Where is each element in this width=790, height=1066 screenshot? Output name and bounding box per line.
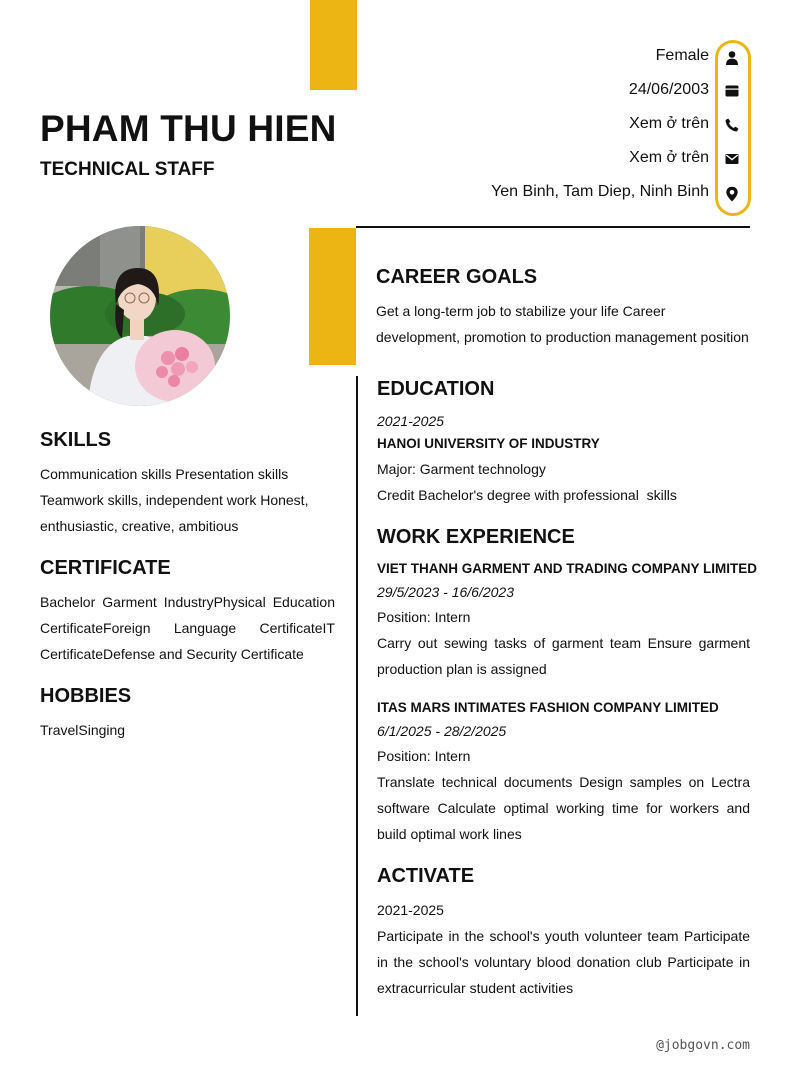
activate-heading: ACTIVATE	[377, 865, 475, 887]
work-job-1-company: VIET THANH GARMENT AND TRADING COMPANY LIMITED	[377, 561, 757, 576]
work-job-1-period: 29/5/2023 - 16/6/2023	[377, 584, 515, 600]
contact-gender: Female	[655, 47, 709, 64]
contact-email: Xem ở trên	[629, 149, 709, 166]
work-job-1-description: Carry out sewing tasks of garment team Ensure garment production plan is assigned	[377, 635, 750, 677]
skills-heading: SKILLS	[40, 429, 112, 451]
career-goals-heading: CAREER GOALS	[376, 266, 538, 288]
work-job-1-position: Position: Intern	[377, 609, 471, 625]
work-job-2-company: ITAS MARS INTIMATES FASHION COMPANY LIMITED	[377, 700, 719, 715]
skills-text: Communication skills Presentation skills Teamwork skills, independent work Honest, enthusiastic, creative, ambitious	[40, 466, 309, 534]
contact-address: Yen Binh, Tam Diep, Ninh Binh	[491, 183, 709, 200]
education-school: HANOI UNIVERSITY OF INDUSTRY	[377, 436, 600, 451]
column-divider	[356, 376, 358, 1016]
certificate-text: Bachelor Garment IndustryPhysical Education CertificateForeign Language CertificateIT CertificateDefense and Security Certificate	[40, 594, 335, 662]
education-major: Major: Garment technology	[377, 461, 546, 477]
job-title: TECHNICAL STAFF	[40, 159, 215, 180]
activate-period: 2021-2025	[377, 902, 444, 918]
accent-block-top	[310, 0, 357, 90]
education-degree: Credit Bachelor's degree with professional skills	[377, 487, 677, 503]
education-period: 2021-2025	[377, 413, 444, 429]
career-goals-text: Get a long-term job to stabilize your life Career development, promotion to production management position	[376, 303, 749, 345]
calendar-icon	[724, 83, 740, 99]
profile-photo	[50, 226, 230, 406]
accent-block-middle	[309, 228, 356, 365]
header-rule	[356, 226, 750, 228]
work-experience-heading: WORK EXPERIENCE	[377, 526, 575, 548]
work-job-2-position: Position: Intern	[377, 748, 471, 764]
certificate-heading: CERTIFICATE	[40, 557, 171, 579]
activate-text: Participate in the school's youth volunteer team Participate in the school's voluntary blood donation club Participate in extracurricular student activities	[377, 928, 750, 996]
hobbies-heading: HOBBIES	[40, 685, 132, 707]
location-icon	[724, 186, 740, 202]
person-icon	[724, 50, 740, 66]
candidate-name: PHAM THU HIEN	[40, 108, 337, 149]
work-job-2-period: 6/1/2025 - 28/2/2025	[377, 723, 507, 739]
hobbies-text: TravelSinging	[40, 722, 126, 738]
watermark: @jobgovn.com	[656, 1038, 750, 1053]
contact-phone: Xem ở trên	[629, 115, 709, 132]
phone-icon	[724, 117, 740, 133]
contact-birthday: 24/06/2003	[628, 81, 709, 98]
education-heading: EDUCATION	[377, 378, 495, 400]
work-job-2-description: Translate technical documents Design samples on Lectra software Calculate optimal working time for workers and build optimal work lines	[377, 774, 750, 842]
mail-icon	[724, 151, 740, 167]
